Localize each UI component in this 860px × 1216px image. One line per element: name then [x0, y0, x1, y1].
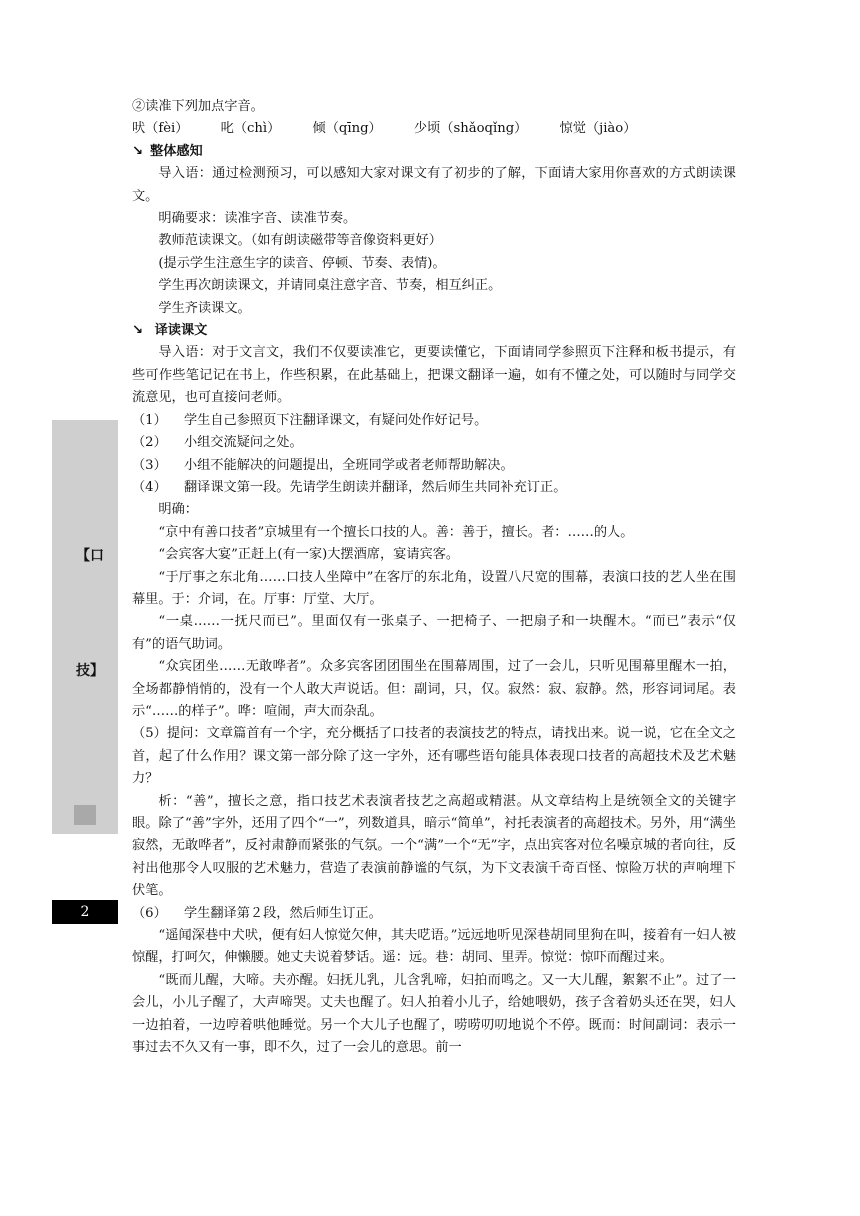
pinyin-item: 少顷（shǎoqǐng）	[413, 121, 528, 137]
paragraph: 学生再次朗读课文，并请同桌注意字音、节奏，相互纠正。	[158, 278, 502, 294]
note-paragraph: “会宾客大宴”正赶上(有一家)大摆酒席，宴请宾客。	[158, 547, 460, 563]
sidebar-tab	[52, 420, 118, 834]
note-paragraph: “京中有善口技者”京城里有一个擅长口技的人。善：善于，擅长。者：……的人。	[158, 524, 634, 540]
note-paragraph: “众宾团坐……无敢哗者”。众多宾客团团围坐在围幕周围，过了一会儿，只听见围幕里醒木一拍，全场都静悄悄的，没有一个人敢大声说话。但：副词，只，仅。寂然：寂、寂静。然，形容词词尾。表示“……的样子”。哗：喧闹，声大而杂乱。	[132, 659, 736, 719]
step-item: （2） 小组交流疑问之处。	[132, 435, 303, 451]
section-heading: ↘ 译读课文	[132, 320, 736, 342]
arrow-icon: ↘	[132, 143, 144, 159]
paragraph: (提示学生注意生字的读音、停顿、节奏、表情)。	[158, 255, 446, 271]
pinyin-item: 叱（chì）	[220, 121, 281, 137]
step-item: （6） 学生翻译第２段，然后师生订正。	[132, 905, 382, 921]
pinyin-item: 吠（fèi）	[132, 121, 189, 137]
note-paragraph: “一桌……一抚尺而已”。里面仅有一张桌子、一把椅子、一把扇子和一块醒木。“而已”表示“仅有”的语气助词。	[132, 614, 736, 652]
step-item: （4） 翻译课文第一段。先请学生朗读并翻译，然后师生共同补充订正。	[132, 479, 567, 495]
pinyin-list	[132, 118, 736, 140]
paragraph: 导入语：对于文言文，我们不仅要读准它，更要读懂它，下面请同学参照页下注释和板书提示，有些可作些笔记记在书上，作些积累，在此基础上，把课文翻译一遍，如有不懂之处，可以随时与同学交流意见，也可直接问老师。	[132, 345, 736, 406]
arrow-icon: ↘	[132, 323, 144, 339]
note-paragraph: “既而儿醒，大啼。夫亦醒。妇抚儿乳，儿含乳啼，妇拍而鸣之。又一大儿醒，絮絮不止”。过了一会儿，小儿子醒了，大声啼哭。丈夫也醒了。妇人拍着小儿子，给她喂奶，孩子含着奶头还在哭，妇人一边拍着，一边哼着哄他睡觉。另一个大儿子也醒了，唠唠叨叨地说个不停。既而：时间副词：表示一事过去不久又有一事，即不久，过了一会儿的意思。前一	[132, 972, 736, 1056]
step-item: （3） 小组不能解决的问题提出，全班同学或者老师帮助解决。	[132, 457, 514, 473]
sidebar-title-top: 【口	[76, 548, 104, 564]
question-paragraph: （5）提问：文章篇首有一个字，充分概括了口技者的表演技艺的特点，请找出来。说一说，它在全文之首，起了什么作用？课文第一部分除了这一字外，还有哪些语句能具体表现口技者的高超技术及艺术魅力？	[132, 726, 736, 787]
paragraph: 明确要求：读准字音、读准节奏。	[158, 211, 357, 227]
pinyin-item: 倾（qīng）	[312, 121, 382, 137]
sidebar-marker	[74, 805, 96, 825]
paragraph: 明确：	[158, 502, 198, 518]
note-paragraph: “于厅事之东北角……口技人坐障中”在客厅的东北角，设置八尺宽的围幕，表演口技的艺人坐在围幕里。于：介词，在。厅事：厅堂、大厅。	[132, 569, 736, 607]
section-heading: ↘ 整体感知	[132, 141, 736, 163]
document-body	[132, 96, 736, 1059]
sidebar-title-bottom: 技】	[76, 663, 104, 679]
step-item: （1） 学生自己参照页下注翻译课文，有疑问处作好记号。	[132, 412, 488, 428]
paragraph: 导入语：通过检测预习，可以感知大家对课文有了初步的了解，下面请大家用你喜欢的方式朗读课文。	[132, 166, 736, 204]
note-paragraph: “遥闻深巷中犬吠，便有妇人惊觉欠伸，其夫呓语。”远远地听见深巷胡同里狗在叫，接着有一妇人被惊醒，打呵欠，伸懒腰。她丈夫说着梦话。遥：远。巷：胡同、里弄。惊觉：惊吓而醒过来。	[132, 928, 736, 966]
paragraph: 学生齐读课文。	[158, 300, 251, 316]
analysis-paragraph: 析：“善”，擅长之意，指口技艺术表演者技艺之高超或精湛。从文章结构上是统领全文的关键字眼。除了“善”字外，还用了四个“一”，列数道具，暗示“简单”，衬托表演者的高超技术。另外，用“满坐寂然，无敢哗者”，反衬肃静而紧张的气氛。一个“满”一个“无”字，点出宾客对位名噪京城的者向往，反衬出他那令人叹服的艺术魅力，营造了表演前静谧的气氛，为下文表演千奇百怪、惊险万状的声响埋下伏笔。	[132, 793, 736, 899]
pinyin-item: 惊觉（jiào）	[559, 121, 637, 137]
page-number: 2	[52, 900, 118, 924]
pinyin-heading: ②读准下列加点字音。	[132, 99, 264, 114]
paragraph: 教师范读课文。（如有朗读磁带等音像资料更好）	[158, 233, 442, 249]
